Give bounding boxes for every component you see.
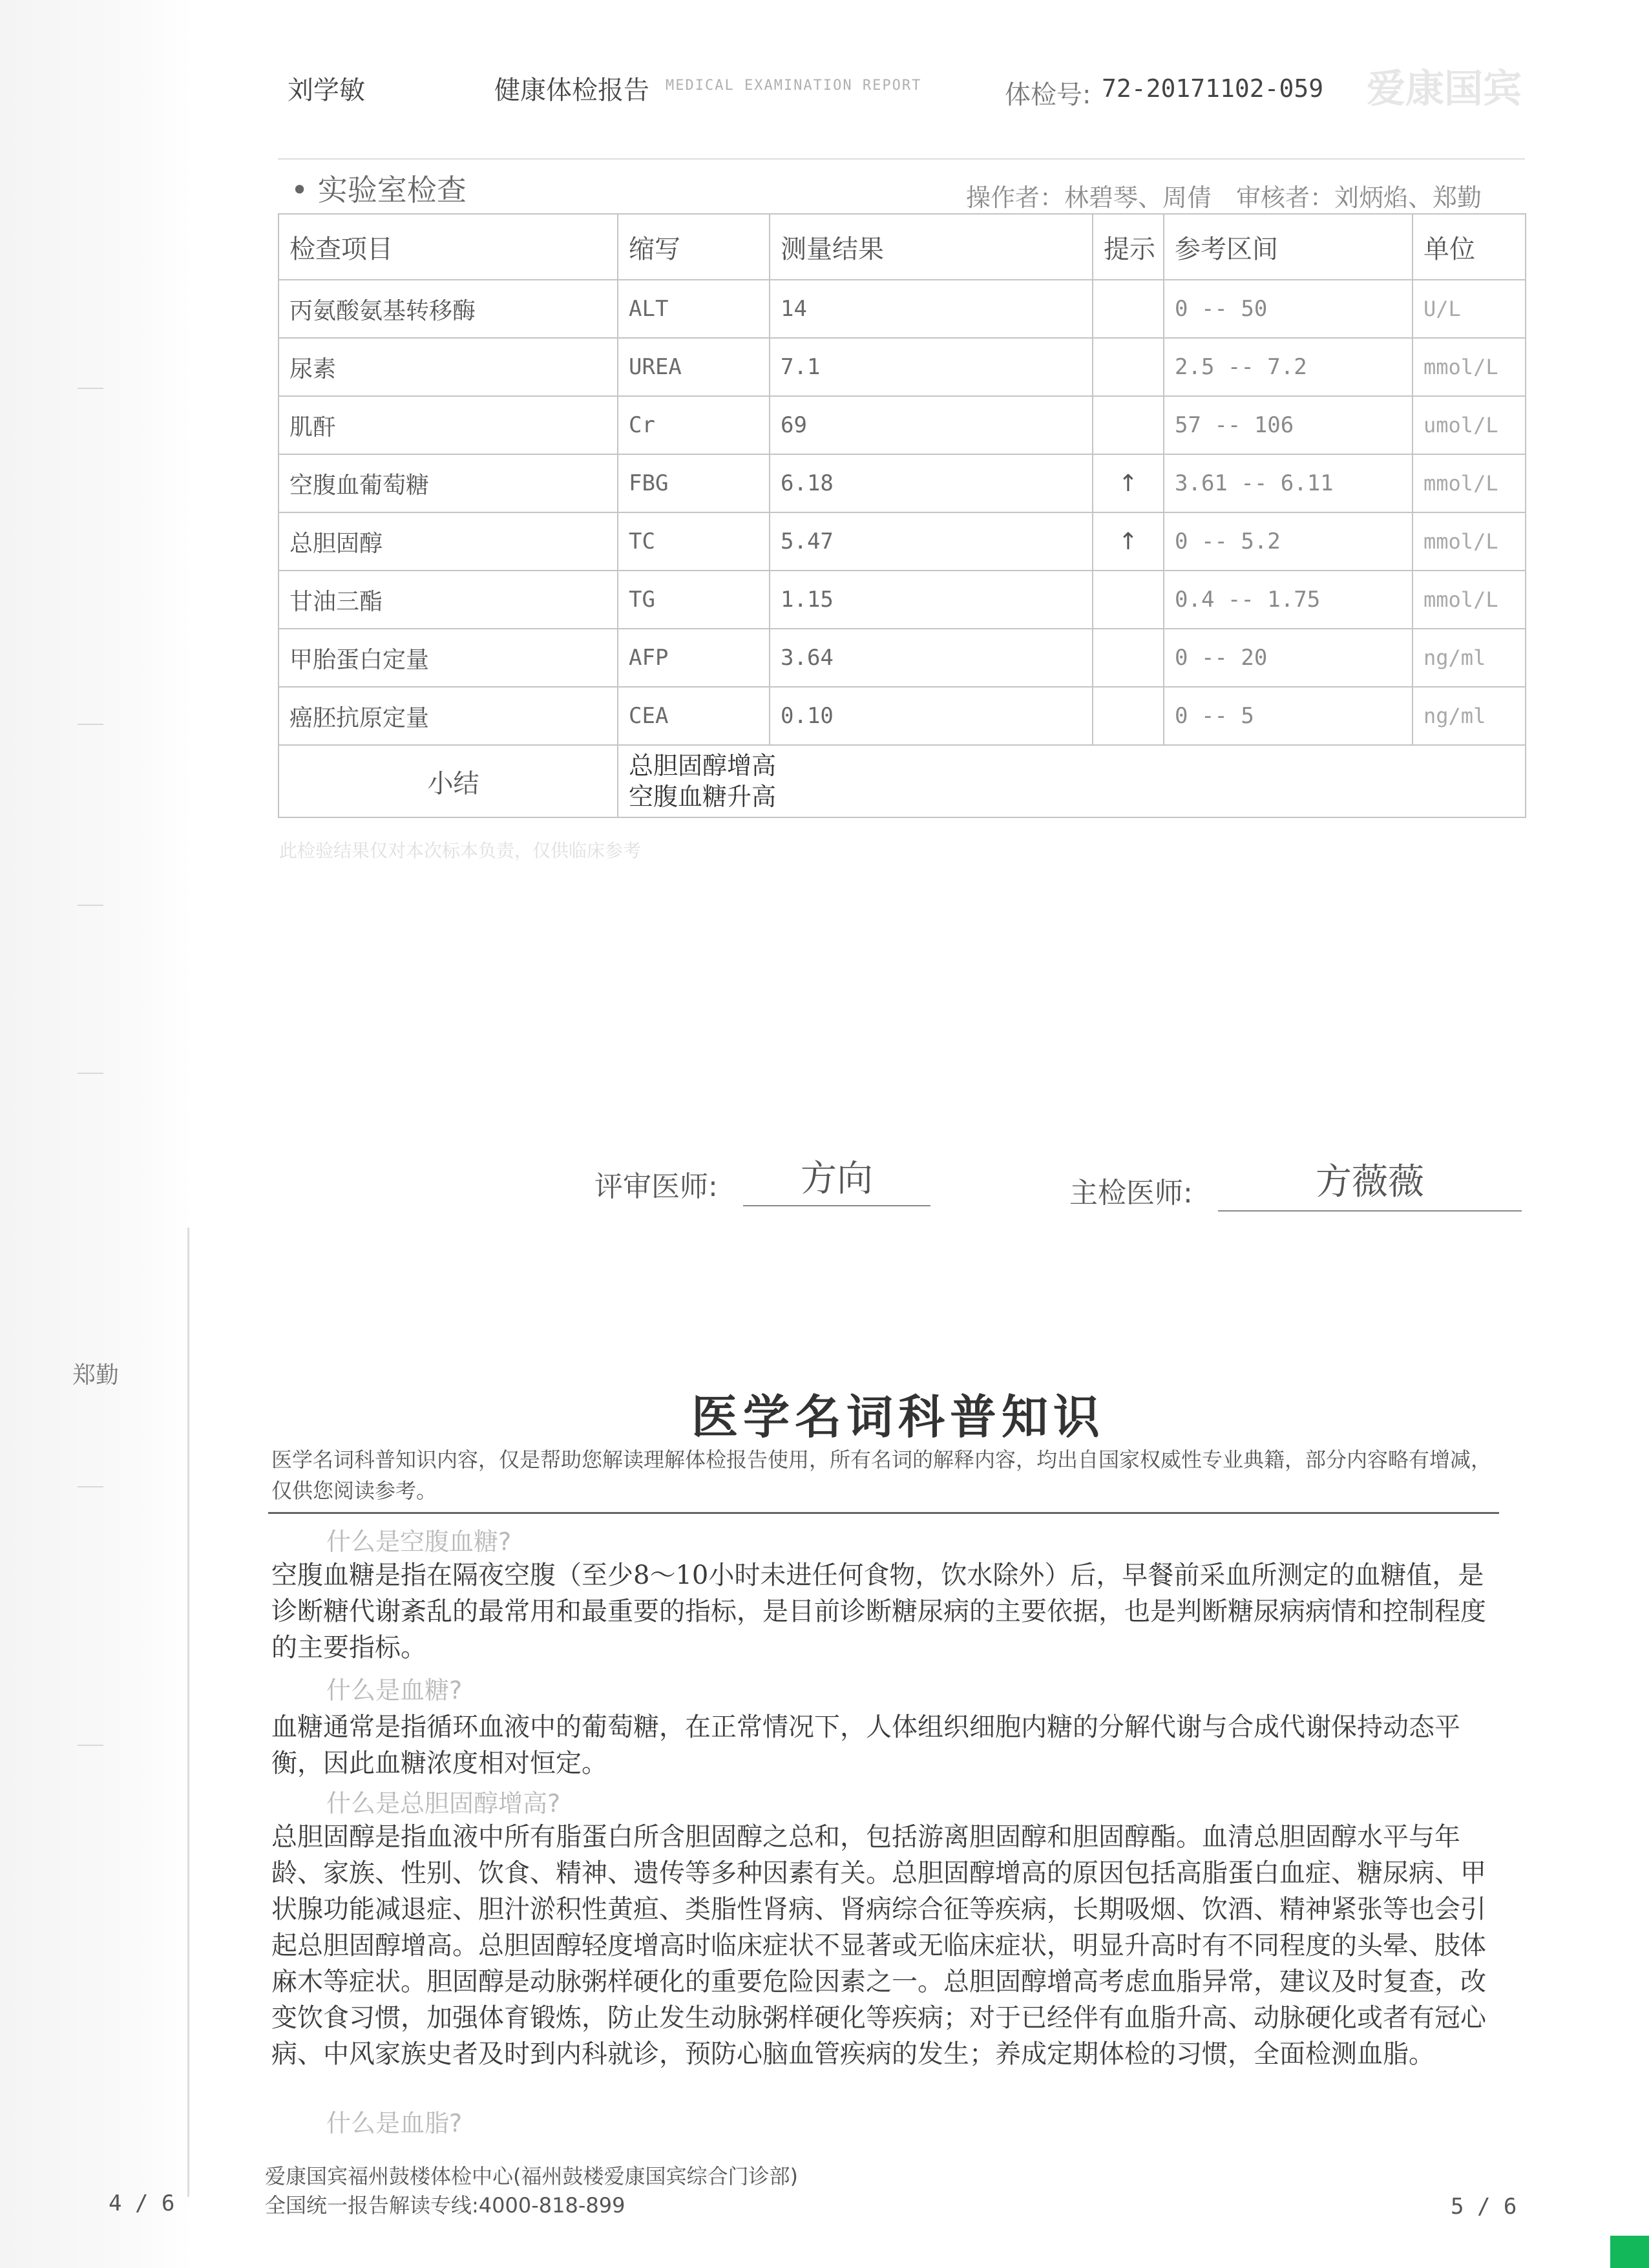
summary-text [618,745,1526,817]
test-flag [1093,571,1164,629]
question-heading: 什么是血糖? [326,1676,463,1705]
col-header-item: 检查项目 [278,214,618,280]
gutter-mark [78,1486,103,1487]
test-result: 1.15 [770,571,1093,629]
left-page-gutter [0,0,194,2268]
lab-disclaimer: 此检验结果仅对本次标本负责，仅供临床参考 [279,840,642,861]
test-reference: 0 -- 5 [1164,687,1413,745]
test-name: 丙氨酸氨基转移酶 [278,280,618,338]
test-reference: 0 -- 5.2 [1164,512,1413,571]
reviewer-signature-line [743,1205,930,1206]
gutter-shadow-line [187,1228,189,2197]
lab-operators: 操作者：林碧琴、周倩 审核者：刘炳焰、郑勤 [966,184,1482,212]
table-row [278,571,1526,629]
lab-results-table [278,213,1526,818]
patient-name: 刘学敏 [288,76,365,105]
test-unit: mmol/L [1413,454,1526,512]
knowledge-title: 医学名词科普知识 [691,1389,1106,1444]
test-result: 3.64 [770,629,1093,687]
summary-line: 空腹血糖升高 [629,782,777,811]
test-abbr: Cr [618,396,770,454]
test-unit: mmol/L [1413,338,1526,396]
test-reference: 0.4 -- 1.75 [1164,571,1413,629]
col-header-reference: 参考区间 [1164,214,1413,280]
test-abbr: TG [618,571,770,629]
chief-signature: 方薇薇 [1316,1161,1424,1203]
table-row [278,629,1526,687]
test-abbr: ALT [618,280,770,338]
footer-hotline: 全国统一报告解读专线:4000-818-899 [265,2193,625,2218]
question-heading: 什么是空腹血糖? [326,1528,512,1556]
report-title: 健康体检报告 [494,76,649,105]
test-flag [1093,629,1164,687]
test-name: 总胆固醇 [278,512,618,571]
footer-center: 爱康国宾福州鼓楼体检中心(福州鼓楼爱康国宾综合门诊部) [265,2164,798,2189]
test-reference: 3.61 -- 6.11 [1164,454,1413,512]
test-result: 14 [770,280,1093,338]
chief-label: 主检医师: [1069,1177,1193,1210]
table-row [278,512,1526,571]
knowledge-rule [268,1512,1499,1514]
test-reference: 0 -- 50 [1164,280,1413,338]
page-number-left: 4 / 6 [109,2190,175,2216]
exam-no: 72-20171102-059 [1102,74,1324,103]
left-page-fragment: 郑勤 [72,1362,120,1389]
test-flag [1093,687,1164,745]
reviewer-signature: 方向 [801,1158,873,1200]
table-header-row [278,214,1526,280]
test-abbr: CEA [618,687,770,745]
lab-section-title: • 实验室检查 [291,173,467,207]
test-reference: 0 -- 20 [1164,629,1413,687]
test-abbr: TC [618,512,770,571]
knowledge-intro: 医学名词科普知识内容，仅是帮助您解读理解体检报告使用，所有名词的解释内容，均出自国家权威性专业典籍，部分内容略有增减，仅供您阅读参考。 [271,1447,1492,1503]
test-unit: mmol/L [1413,571,1526,629]
table-row [278,454,1526,512]
test-flag [1093,396,1164,454]
summary-row [278,745,1526,817]
gutter-mark [78,388,103,389]
test-reference: 2.5 -- 7.2 [1164,338,1413,396]
exam-no-label: 体检号: [1005,80,1091,110]
gutter-mark [78,724,103,725]
test-name: 肌酐 [278,396,618,454]
reviewer-label: 评审医师: [594,1170,718,1203]
test-result: 7.1 [770,338,1093,396]
table-row [278,396,1526,454]
chief-signature-line [1218,1210,1522,1212]
test-name: 甘油三酯 [278,571,618,629]
gutter-mark [78,1073,103,1074]
test-reference: 57 -- 106 [1164,396,1413,454]
report-title-en: MEDICAL EXAMINATION REPORT [666,78,922,94]
gutter-mark [78,905,103,906]
answer-paragraph: 总胆固醇是指血液中所有脂蛋白所含胆固醇之总和，包括游离胆固醇和胆固醇酯。血清总胆固醇水平与年龄、家族、性别、饮食、精神、遗传等多种因素有关。总胆固醇增高的原因包括高脂蛋白血症、糖尿病、甲状腺功能减退症、胆汁淤积性黄疸、类脂性肾病、肾病综合征等疾病，长期吸烟、饮酒、精神紧张等也会引起总胆固醇增高。总胆固醇轻度增高时临床症状不显著或无临床症状，明显升高时有不同程度的头晕、肢体麻木等症状。胆固醇是动脉粥样硬化的重要危险因素之一。总胆固醇增高考虑血脂异常，建议及时复查，改变饮食习惯，加强体育锻炼，防止发生动脉粥样硬化等疾病；对于已经伴有血脂升高、动脉硬化或者有冠心病、中风家族史者及时到内科就诊，预防心脑血管疾病的发生；养成定期体检的习惯，全面检测血脂。 [271,1822,1486,2069]
summary-label: 小结 [278,745,618,817]
high-flag-arrow: ↑ [1093,512,1164,571]
test-unit: ng/ml [1413,629,1526,687]
header-rule [278,158,1525,160]
test-name: 癌胚抗原定量 [278,687,618,745]
table-row [278,338,1526,396]
answer-paragraph: 血糖通常是指循环血液中的葡萄糖，在正常情况下，人体组织细胞内糖的分解代谢与合成代谢保持动态平衡，因此血糖浓度相对恒定。 [271,1712,1460,1778]
high-flag-arrow: ↑ [1093,454,1164,512]
test-name: 空腹血葡萄糖 [278,454,618,512]
table-row [278,280,1526,338]
summary-line: 总胆固醇增高 [629,751,777,780]
test-unit: U/L [1413,280,1526,338]
test-result: 5.47 [770,512,1093,571]
col-header-flag: 提示 [1093,214,1164,280]
test-result: 0.10 [770,687,1093,745]
page-number-right: 5 / 6 [1451,2194,1517,2220]
test-abbr: AFP [618,629,770,687]
question-heading: 什么是总胆固醇增高? [326,1789,561,1818]
question-heading: 什么是血脂? [326,2109,463,2137]
table-row [278,687,1526,745]
test-unit: umol/L [1413,396,1526,454]
col-header-unit: 单位 [1413,214,1526,280]
test-flag [1093,338,1164,396]
test-unit: ng/ml [1413,687,1526,745]
test-result: 69 [770,396,1093,454]
test-unit: mmol/L [1413,512,1526,571]
test-name: 甲胎蛋白定量 [278,629,618,687]
test-result: 6.18 [770,454,1093,512]
scanner-badge [1610,2236,1649,2268]
col-header-abbr: 缩写 [618,214,770,280]
gutter-mark [78,1745,103,1746]
brand-watermark: 爱康国宾 [1367,67,1522,112]
test-name: 尿素 [278,338,618,396]
test-abbr: FBG [618,454,770,512]
col-header-result: 测量结果 [770,214,1093,280]
test-abbr: UREA [618,338,770,396]
test-flag [1093,280,1164,338]
answer-paragraph: 空腹血糖是指在隔夜空腹（至少8～10小时未进任何食物，饮水除外）后，早餐前采血所测定的血糖值，是诊断糖代谢紊乱的最常用和最重要的指标，是目前诊断糖尿病的主要依据，也是判断糖尿病病情和控制程度的主要指标。 [271,1560,1486,1663]
